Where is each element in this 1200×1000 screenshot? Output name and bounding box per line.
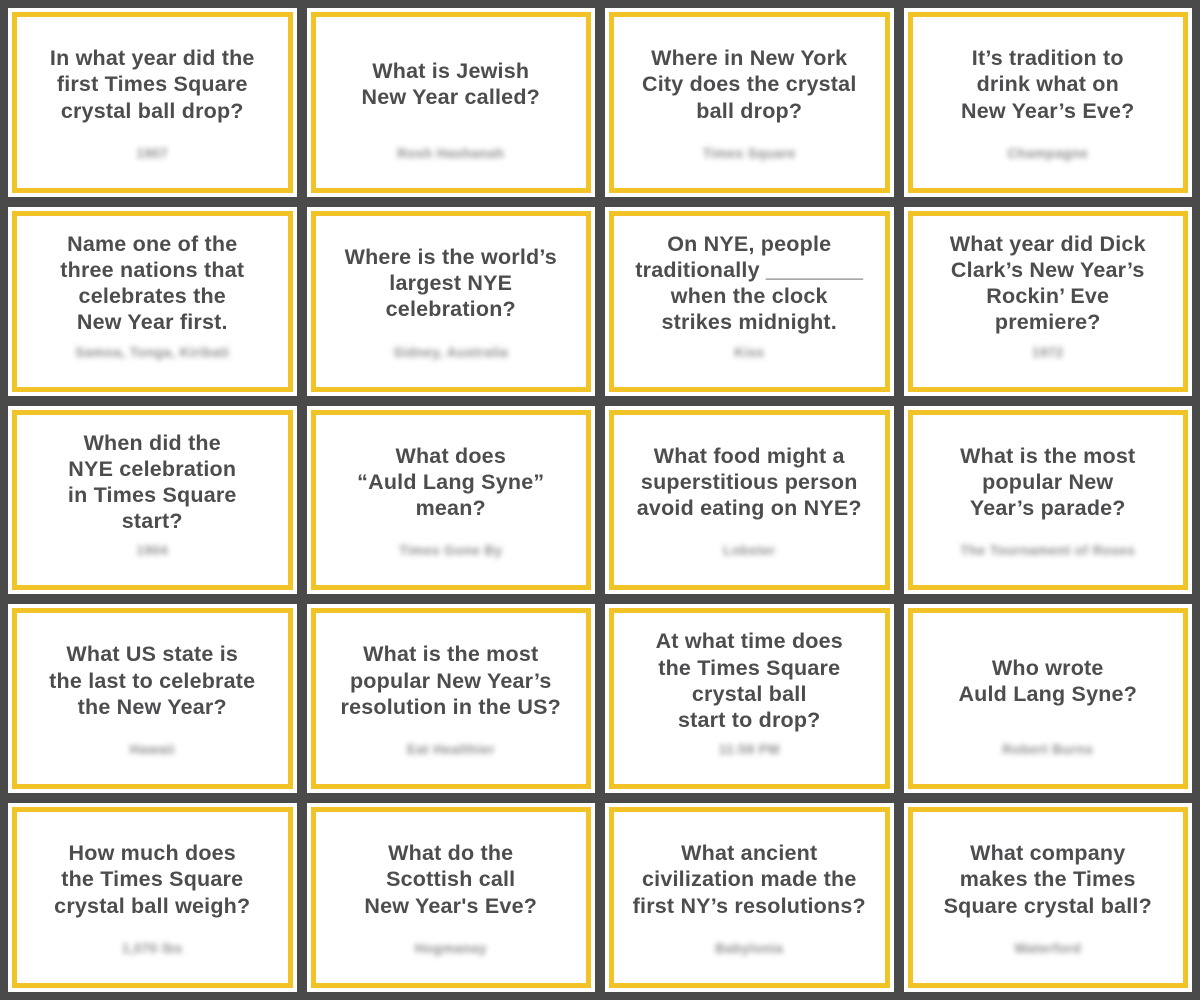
card-question: On NYE, people traditionally ________ when the clock strikes midnight. xyxy=(635,231,864,335)
card-question: What is Jewish New Year called? xyxy=(361,59,540,110)
card-answer-blurred: Robert Burns xyxy=(1002,742,1094,758)
trivia-card xyxy=(307,8,596,197)
card-answer-blurred: Kiss xyxy=(734,344,765,360)
card-answer-blurred: Hawaii xyxy=(129,742,175,758)
card-question: How much does the Times Square crystal ball weigh? xyxy=(54,841,251,918)
card-gold-frame xyxy=(12,608,293,789)
trivia-card xyxy=(307,406,596,595)
trivia-card xyxy=(904,803,1193,992)
card-gold-frame xyxy=(908,12,1189,193)
card-gold-frame xyxy=(12,807,293,988)
card-gold-frame xyxy=(908,410,1189,591)
trivia-card xyxy=(605,604,894,793)
card-question: What ancient civilization made the first NY’s resolutions? xyxy=(632,841,866,918)
card-answer-blurred: Babylonia xyxy=(715,941,784,956)
card-answer-blurred: Champagne xyxy=(1007,145,1089,161)
card-question: When did the NYE celebration in Times Square start? xyxy=(67,430,237,534)
card-question: Name one of the three nations that celebrates the New Year first. xyxy=(60,231,245,335)
trivia-card xyxy=(904,604,1193,793)
card-answer-blurred: Times Square xyxy=(702,145,796,161)
trivia-card xyxy=(307,803,596,992)
card-gold-frame xyxy=(609,211,890,392)
trivia-card xyxy=(605,8,894,197)
card-gold-frame xyxy=(311,12,592,193)
card-gold-frame xyxy=(12,211,293,392)
card-question: What year did Dick Clark’s New Year’s Rockin’ Eve premiere? xyxy=(949,231,1146,335)
card-answer-blurred: 1907 xyxy=(136,145,169,161)
card-gold-frame xyxy=(609,410,890,591)
card-question: Who wrote Auld Lang Syne? xyxy=(958,655,1138,706)
trivia-card xyxy=(307,207,596,396)
card-question: At what time does the Times Square crystal ball start to drop? xyxy=(655,629,843,732)
card-gold-frame xyxy=(908,807,1189,988)
trivia-card xyxy=(8,8,297,197)
card-question: What is the most popular New Year’s resolution in the US? xyxy=(340,642,561,719)
card-answer-blurred: Sidney, Australia xyxy=(393,344,509,360)
trivia-card xyxy=(8,207,297,396)
card-answer-blurred: Rosh Hashanah xyxy=(397,145,505,161)
card-answer-blurred: Eat Healthier xyxy=(406,742,495,758)
card-answer-blurred: Waterford xyxy=(1014,941,1082,956)
card-answer-blurred: 11:59 PM xyxy=(718,742,780,758)
card-answer-blurred: 1,070 lbs xyxy=(121,941,183,956)
trivia-card xyxy=(605,406,894,595)
trivia-card xyxy=(8,803,297,992)
trivia-card xyxy=(904,207,1193,396)
card-gold-frame xyxy=(311,410,592,591)
card-gold-frame xyxy=(908,608,1189,789)
card-gold-frame xyxy=(311,807,592,988)
card-answer-blurred: Times Gone By xyxy=(399,543,503,559)
trivia-card xyxy=(904,406,1193,595)
card-question: What food might a superstitious person avoid eating on NYE? xyxy=(636,443,862,521)
card-gold-frame xyxy=(609,12,890,193)
card-gold-frame xyxy=(609,807,890,988)
card-gold-frame xyxy=(311,608,592,789)
card-question: Where is the world’s largest NYE celebration? xyxy=(344,244,557,322)
card-question: What do the Scottish call New Year's Eve? xyxy=(364,841,538,918)
trivia-card xyxy=(904,8,1193,197)
card-question: What is the most popular New Year’s parade? xyxy=(960,443,1136,521)
card-question: What US state is the last to celebrate the New Year? xyxy=(49,642,256,719)
trivia-card xyxy=(605,803,894,992)
card-answer-blurred: 1904 xyxy=(136,543,169,559)
card-answer-blurred: 1972 xyxy=(1031,344,1064,360)
trivia-card xyxy=(8,604,297,793)
card-gold-frame xyxy=(908,211,1189,392)
trivia-card xyxy=(605,207,894,396)
trivia-card xyxy=(8,406,297,595)
card-question: Where in New York City does the crystal ball drop? xyxy=(642,46,857,123)
card-gold-frame xyxy=(311,211,592,392)
card-gold-frame xyxy=(12,12,293,193)
card-question: What company makes the Times Square crystal ball? xyxy=(943,841,1152,918)
card-answer-blurred: The Tournament of Roses xyxy=(960,543,1136,559)
card-gold-frame xyxy=(12,410,293,591)
card-answer-blurred: Lobster xyxy=(723,543,776,559)
card-answer-blurred: Samoa, Tonga, Kiribati xyxy=(75,344,230,360)
card-question: It’s tradition to drink what on New Year’s Eve? xyxy=(960,46,1135,123)
card-answer-blurred: Hogmanay xyxy=(414,941,487,956)
trivia-card xyxy=(307,604,596,793)
card-question: In what year did the first Times Square crystal ball drop? xyxy=(49,46,255,123)
card-gold-frame xyxy=(609,608,890,789)
card-question: What does “Auld Lang Syne” mean? xyxy=(357,443,545,521)
